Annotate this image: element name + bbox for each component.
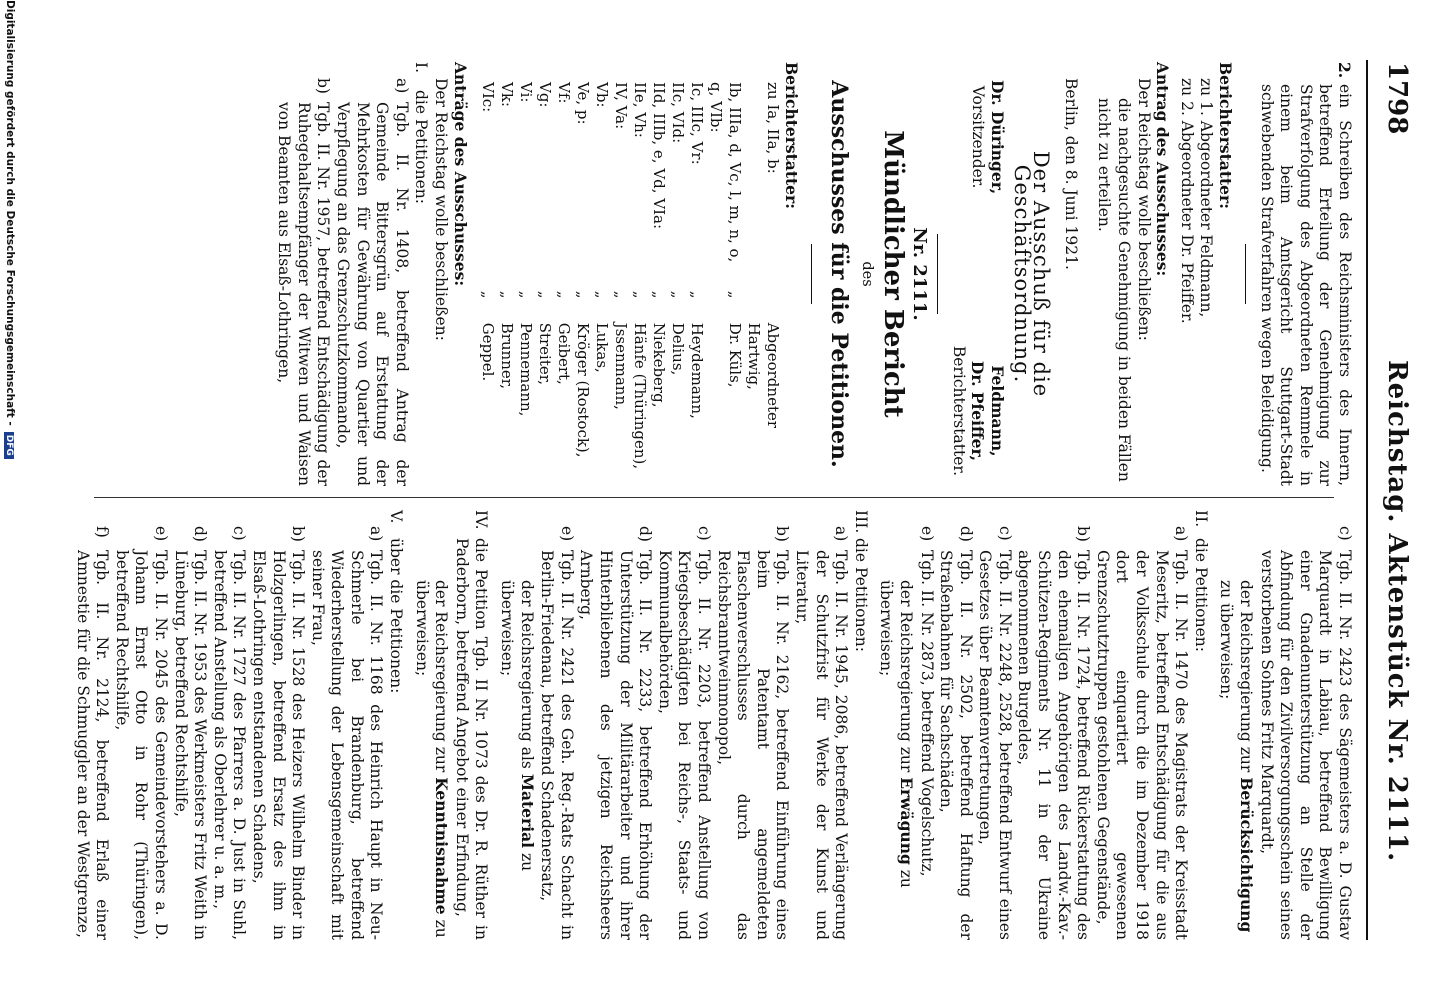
II-instruction <box>876 510 916 940</box>
II-instruction-bold: Erwägung <box>896 777 916 865</box>
reporter-name: Pennemann, <box>516 322 535 417</box>
petition-item-label: f) <box>93 526 112 538</box>
section-V-text: über die Petitionen: <box>387 538 406 694</box>
petition-item-text: Tgb. II. Nr. 1470 des Magistrats der Kreisstadt Meseritz, betreffend Entschädigung für die aus der Volksschule durch die im Dezember 1918 dort einquartiert gewesenen Grenzschutztruppen gestohlenen Gegenstände, <box>1093 550 1191 940</box>
reporter-ref: Vg: <box>535 82 554 108</box>
reporter-name: Streiter, <box>535 322 554 386</box>
reporter-name: Dr. Küls, <box>725 322 744 388</box>
petition-item <box>936 510 975 940</box>
reporter-row <box>592 78 611 486</box>
separator-2 <box>811 244 812 304</box>
reporter-row <box>573 78 592 486</box>
reporter-name: Delius, <box>668 322 687 376</box>
reporter-name: Lukas, <box>592 322 611 373</box>
report-title-2: Ausschusses für die Petitionen. <box>826 80 853 468</box>
petition-item-text: Tgb. II. Nr. 1408, betreffend Antrag der Gemeinde Bittersgrün auf Erstattung der Mehrkosten für Gewährung von Quartier und Verpflegung an das Grenzschutzkommando, <box>333 102 411 486</box>
reporter-name: Brunner, <box>497 322 516 390</box>
petition-item-label: a) <box>1172 526 1191 542</box>
reporter-name-2: Dr. Pfeiffer, <box>968 360 988 461</box>
petition-item <box>111 510 170 940</box>
petition-item-text: Tgb. II. Nr. 2421 des Geh. Reg.-Rats Schacht in Berlin-Friedenau, betreffend Schadenersatz, <box>538 550 576 940</box>
section-V-label: V. <box>387 510 406 524</box>
petition-item-text: Tgb. II. Nr. 1953 des Werkmeisters Fritz Weith in Lüneburg, betreffend Rechtshilfe, <box>171 550 210 940</box>
berichterstatter-1: zu 1. Abgeordneter Feldmann, <box>1197 78 1216 318</box>
reporter-ref: VIc: <box>478 82 497 113</box>
section-III <box>850 510 870 940</box>
reporter-row <box>535 78 554 486</box>
section-rule <box>937 234 938 314</box>
chair-role: Vorsitzender. <box>969 85 988 189</box>
petition-item-text: Tgb. II. Nr. 2045 des Gemeindevorstehers a. D. Johann Ernst Otto in Rohr (Thüringen), betreffend Rechtshilfe, <box>112 550 170 940</box>
petition-item <box>72 510 111 940</box>
reporter-row <box>649 78 668 486</box>
column-divider <box>94 497 1334 498</box>
petition-item-label: c) <box>995 526 1014 541</box>
reporter-ditto: „ <box>668 290 687 299</box>
reporter-name-1: Feldmann, <box>988 365 1008 457</box>
signatures <box>948 80 1007 486</box>
petition-item-text: Tgb. II. Nr. 2124, betreffend Erlaß einer Amnestie für die Schmuggler an der Westgrenze, <box>73 550 112 940</box>
petition-item <box>307 510 385 940</box>
reporter-ditto: „ <box>611 290 630 299</box>
reporter-ref: Ic, IIIc, Vr: <box>687 82 706 165</box>
IV-instruction <box>411 510 451 940</box>
II-instruction-text: der Reichsregierung zur <box>896 580 915 773</box>
berichterstatter-heading: Berichterstatter: <box>1216 62 1236 209</box>
reporter-row <box>687 78 706 486</box>
petition-item-label: d) <box>191 526 210 542</box>
petition-item <box>248 510 307 940</box>
section-I <box>411 62 431 486</box>
petition-item <box>916 510 936 940</box>
reporter-name: Geppel. <box>478 322 497 382</box>
header-rule <box>1366 60 1368 940</box>
antraege-heading: Anträge des Ausschusses: <box>450 62 470 287</box>
petition-item-text: Tgb. II. Nr. 1724, betreffend Rückerstattung des den ehemaligen Angehörigen des Landw.-Kav.-Schützen-Regiments Nr. 11 in der Ukraine abgenommenen Burgeldes, <box>1015 550 1093 940</box>
II-instruction-end: zu überweisen; <box>877 580 915 888</box>
reporter-ref: Ib, IIIa, d, Vc, l, m, n, o, q, VIb: <box>706 82 744 263</box>
petition-item-label: d) <box>956 526 975 542</box>
reporter-name: Jssenmann, <box>611 322 630 410</box>
petition-item-label: e) <box>917 526 936 542</box>
petition-item-text: Tgb. II. Nr. 2233, betreffend Erhöhung der Unterstützung der Militärarbeiter und ihrer Hinterbliebenen des jetzigen Reichsheers Arnberg, <box>577 550 655 940</box>
IV-instruction-bold: Kenntnisnahme <box>432 777 452 915</box>
item-2-text: ein Schreiben des Reichsministers des Innern, betreffend Erteilung der Genehmigung zur Strafverfolgung des Abgeordneten Remmele in einem beim Amtsgericht Stuttgart-Stadt schwebenden Strafverfahren wegen Beleidigung. <box>1257 84 1354 486</box>
III-instruction-end: zu überweisen; <box>498 580 536 872</box>
reporter-ditto: „ <box>687 290 706 299</box>
petition-item-label: c) <box>230 526 249 541</box>
petition-item-text: Tgb. II. Nr. 1945, 2086, betreffend Verlängerung der Schutzfrist für Werke der Kunst und Literatur, <box>792 550 851 940</box>
section-IV-label: IV. <box>472 510 491 530</box>
signature-reporters <box>948 346 1007 476</box>
reporter-ditto <box>744 271 782 319</box>
petition-item-label: d) <box>636 526 655 542</box>
antrag-heading: Antrag des Ausschusses: <box>1153 62 1173 277</box>
report-title-des: des <box>858 261 875 287</box>
running-head: Reichstag. Aktenstück Nr. 2111. <box>1382 360 1412 863</box>
page-number: 1798 <box>1382 62 1412 135</box>
reporter-ref: Vb: <box>592 82 611 108</box>
reporter-row <box>668 78 687 486</box>
petition-item <box>975 510 1014 940</box>
IV-instruction-end: zu überweisen; <box>412 580 451 938</box>
digitization-footer <box>4 0 16 1000</box>
petition-item <box>654 510 713 940</box>
petition-item <box>713 510 791 940</box>
reporter-row <box>497 78 516 486</box>
section-II-text: die Petitionen: <box>1191 538 1210 652</box>
section-IV-text: die Petition Tgb. II Nr. 1073 des Dr. R. Rüther in Paderborn, betreffend Angebot einer Erfindung, <box>452 538 491 940</box>
reporter-ditto: „ <box>516 290 535 299</box>
section-II <box>1190 510 1210 940</box>
section-I-text: die Petitionen: <box>412 90 431 204</box>
section-III-label: III. <box>851 510 870 534</box>
separator <box>1245 244 1246 304</box>
item-c-text: Tgb. II. Nr. 2423 des Sägemeisters a. D. Gustav Marquardt in Labiau, betreffend Bewilligung einer Gnadenunterstützung an Stelle der Abfindung für den Zivilversorgungsschein seines verstorbenen Sohnes Fritz Marquardt, <box>1257 550 1354 940</box>
III-instruction-text: der Reichsregierung als <box>517 580 536 769</box>
reporter-ditto: „ <box>592 290 611 299</box>
petition-item-text: Tgb. II. Nr. 2502, betreffend Haftung der Straßenbahnen für Sachschäden, <box>937 550 975 940</box>
reporter-name: Heydemann, <box>687 322 706 419</box>
c-instruction <box>1216 510 1256 940</box>
petition-item-text: Tgb. II. Nr. 2248, 2528, betreffend Entwurf eines Gesetzes über Beamtenvertretungen, <box>976 550 1014 940</box>
reporter-ditto: „ <box>554 290 573 299</box>
signature-chair <box>948 80 1007 194</box>
item-2-number: 2. <box>1335 62 1354 79</box>
III-instruction <box>496 510 536 940</box>
reporter-ditto: „ <box>478 290 497 299</box>
reporter-ref: Vf: <box>554 82 573 104</box>
reporter-ref: IIe, Vh: <box>630 82 649 138</box>
antrag-line-1: Der Reichstag wolle beschließen: <box>1134 78 1153 341</box>
reporter-ref: Ve, p: <box>573 82 592 125</box>
petition-item-label: b) <box>773 526 792 542</box>
reporter-ditto: „ <box>497 290 516 299</box>
section-II-label: II. <box>1191 510 1210 528</box>
reporter-row <box>630 78 649 486</box>
section-I-items <box>274 62 411 486</box>
reporter-ditto: „ <box>535 290 554 299</box>
place-date: Berlin, den 8. Juni 1921. <box>1061 78 1080 270</box>
petition-item-label: e) <box>557 526 576 542</box>
c-instruction-bold: Berücksichtigung <box>1237 777 1257 933</box>
IV-instruction-text: der Reichsregierung zur <box>432 580 451 773</box>
petition-item-label: b) <box>289 526 308 542</box>
III-instruction-bold: Material <box>517 773 537 849</box>
petition-item-label: c) <box>695 526 713 541</box>
reporter-ditto: „ <box>630 290 649 299</box>
petition-item <box>170 510 209 940</box>
antraege-line: Der Reichstag wolle beschließen: <box>431 78 450 341</box>
petition-item-label: b) <box>314 78 333 94</box>
section-V-items <box>72 510 386 940</box>
reporter-name: Niekeberg, <box>649 322 668 408</box>
reporter-ref: Vk: <box>497 82 516 107</box>
reporter-name: Geibert, <box>554 322 573 385</box>
committee-name: Der Ausschuß für die Geschäftsordnung. <box>1009 150 1054 398</box>
reporter-row <box>478 78 497 486</box>
petition-item-text: Tgb. II. Nr. 1727 des Pfarrers a. D. Just in Suhl, betreffend Anstellung als Oberlehrer u. a. m., <box>210 550 249 940</box>
left-column <box>274 62 1354 486</box>
chair-name: Dr. Düringer, <box>988 80 1008 195</box>
right-column <box>72 510 1354 940</box>
reporter-ditto: „ <box>649 290 668 299</box>
item-2 <box>1256 62 1354 486</box>
petition-item <box>332 62 410 486</box>
petition-item-label: a) <box>832 526 851 542</box>
report-title-1: Mündlicher Bericht <box>877 130 908 418</box>
petition-item-label: b) <box>1074 526 1093 542</box>
reporters-table <box>478 78 782 486</box>
petition-item <box>537 510 576 940</box>
reporter-row <box>516 78 535 486</box>
berichterstatter-2: zu 2. Abgeordneter Dr. Pfeiffer. <box>1177 78 1196 324</box>
reporter-role: Berichterstatter. <box>949 345 968 476</box>
section-III-text: die Petitionen: <box>851 538 870 652</box>
petition-item-text: Tgb. II. Nr. 2203, betreffend Anstellung von Kriegsbeschädigten bei Reichs-, Staats- und Kommunalbehörden, <box>655 550 713 940</box>
reporter-ref: zu Ia, IIa, b: <box>763 82 782 174</box>
dfg-logo: DFG <box>4 432 14 459</box>
reporter-name: Abgeordneter Hartwig, <box>744 322 782 429</box>
antrag-line-2: die nachgesuchte Genehmigung in beiden Fällen nicht zu erteilen. <box>1095 98 1134 482</box>
section-IV <box>451 510 490 940</box>
section-III-items <box>537 510 851 940</box>
item-c <box>1256 510 1354 940</box>
reporter-ref: IV, Va: <box>611 82 630 130</box>
reporter-ditto: „ <box>725 290 744 299</box>
section-V <box>386 510 406 940</box>
c-instruction-text: der Reichsregierung zur <box>1237 580 1256 773</box>
petition-item <box>209 510 248 940</box>
reporter-ditto: „ <box>573 290 592 299</box>
petition-item-label: a) <box>367 526 386 542</box>
reporter-row <box>611 78 630 486</box>
reporter-ref: Vi: <box>516 82 535 103</box>
section-I-label: I. <box>412 62 431 74</box>
reporter-row <box>744 78 782 486</box>
petition-item-text: Tgb. II. Nr. 2162, betreffend Einführung eines beim Patentamt angemeldeten Flaschenverschlusses durch das Reichsbranntweinmonopol, <box>714 550 792 940</box>
petition-item <box>1014 510 1092 940</box>
document-number: Nr. 2111. <box>909 227 931 321</box>
reporter-name: Kröger (Rostock), <box>573 322 592 458</box>
item-c-label: c) <box>1336 526 1354 541</box>
petition-item <box>576 510 654 940</box>
reporter-row <box>706 78 744 486</box>
petition-item <box>274 62 333 486</box>
petition-item <box>1092 510 1190 940</box>
petition-item-text: Tgb. II. Nr. 1528 des Heizers Wilhelm Binder in Holzgerlingen, betreffend Ersatz des ihm in Elsaß-Lothringen entstandenen Schadens, <box>249 550 308 940</box>
petition-item <box>791 510 850 940</box>
petition-item-text: Tgb. II. Nr. 1957, betreffend Entschädigung der Ruhegehaltsempfänger der Witwen und Waisen von Beamten aus Elsaß-Lothringen, <box>275 102 333 486</box>
section-II-items <box>916 510 1190 940</box>
reporter-row <box>554 78 573 486</box>
footer-text: Digitalisierung gefördert durch die Deutsche Forschungsgemeinschaft - <box>4 0 16 426</box>
petition-item-label: e) <box>151 526 170 542</box>
reporters-heading: Berichterstatter: <box>782 62 802 209</box>
petition-item-label: a) <box>392 78 411 94</box>
petition-item-text: Tgb. II. Nr. 1168 des Heinrich Haupt in Neu-Schmerle bei Brandenburg, betreffend Wiederherstellung der Lebensgemeinschaft mit seiner Frau, <box>308 550 386 940</box>
reporter-ref: IIc, VId: <box>668 82 687 144</box>
c-instruction-end: zu überweisen; <box>1217 580 1236 700</box>
reporter-ref: IId, IIIb, e, Vd, VIa: <box>649 82 668 230</box>
reporter-name: Hänfe (Thüringen), <box>630 322 649 470</box>
petition-item-text: Tgb. II. Nr. 2873, betreffend Vogelschutz, <box>917 550 936 877</box>
